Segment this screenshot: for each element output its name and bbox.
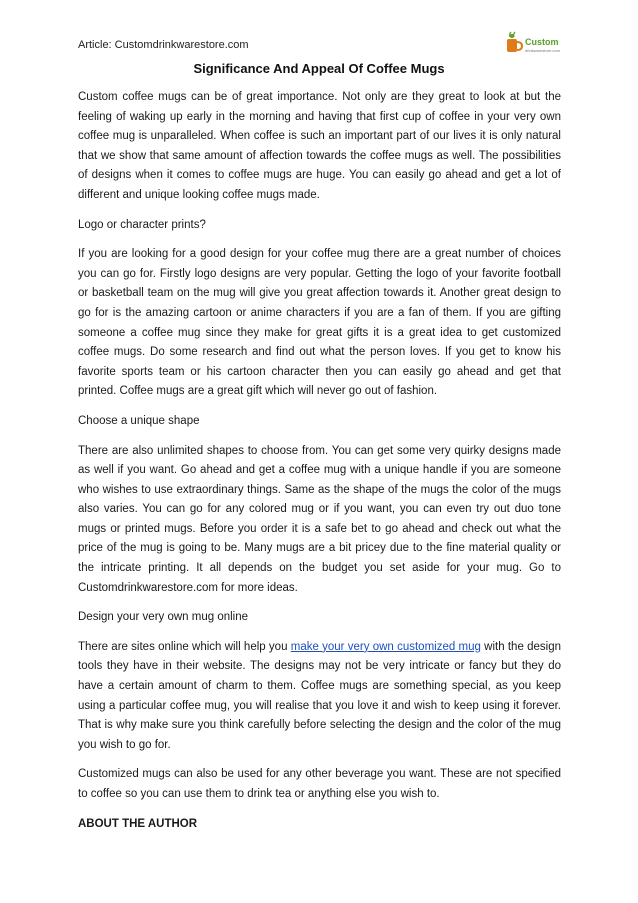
online-section-paragraph xyxy=(78,638,561,756)
mug-icon xyxy=(507,32,522,52)
logo-wordmark: Custom xyxy=(525,37,559,47)
page-title: Significance And Appeal Of Coffee Mugs xyxy=(193,61,445,76)
intro-paragraph: Custom coffee mugs can be of great importance. Not only are they great to look at but the feeling of waking up early in the morning and having that first cup of coffee in your very own coffee mug is unparalleled. When coffee is such an important part of our lives it is only natural that we show that same amount of affection towards the coffee mugs as well. The possibilities of designs when it comes to coffee mugs are huge. You can easily go ahead and get a lot of different and unique looking coffee mugs made. xyxy=(78,91,561,201)
shape-section-paragraph: There are also unlimited shapes to choose from. You can get some very quirky designs made as well if you want. Go ahead and get a coffee mug with a unique handle if you are someone who wishes to use extraordinary things. Same as the shape of the mugs the color of the mugs also varies. You can go for any colored mug or if you want, you can even try out duo tone mugs or printed mugs. Before you order it is a safe bet to go ahead and check out what the price of the mug is going to be. Many mugs are a bit pricey due to the fine material quality or the intricate printing. It all depends on the budget you set aside for your mug. Go to Customdrinkwarestore.com for more ideas. xyxy=(78,444,561,594)
shape-section-heading: Choose a unique shape xyxy=(78,414,200,427)
online-text-before: There are sites online which will help you xyxy=(78,640,291,653)
article-source-line: Article: Customdrinkwarestore.com xyxy=(78,39,249,51)
customized-mug-link[interactable]: make your very own customized mug xyxy=(290,640,481,653)
customdrinkwarestore-logo xyxy=(505,30,567,60)
online-section-heading: Design your very own mug online xyxy=(78,611,249,624)
logo-subtext: drinkwarestore.com xyxy=(525,48,560,53)
beverage-paragraph: Customized mugs can also be used for any other beverage you want. These are not specified to coffee so you can use them to drink tea or anything else you wish to. xyxy=(78,768,561,800)
logo-section-heading: Logo or character prints? xyxy=(78,218,206,231)
article-body xyxy=(78,88,561,844)
online-text-after: with the design tools they have in their website. The designs may not be very intricate or fancy but they do have a certain amount of charm to them. Coffee mugs are something special, as you keep using a particular coffee mug, you will realise that you love it and wish to keep using it forever. That is why make sure you think carefully before selecting the design and the color of the mug you wish to go for. xyxy=(78,640,561,751)
about-author-heading: ABOUT THE AUTHOR xyxy=(78,817,198,830)
logo-section-paragraph: If you are looking for a good design for your coffee mug there are a great number of choices you can go for. Firstly logo designs are very popular. Getting the logo of your favorite football or basketball team on the mug will give you great affection towards it. Another great design to go for is the amazing cartoon or anime characters if you are a fan of them. If you are gifting someone a coffee mug since they make for great gifts it is a great idea to get customized coffee mugs. Do some research and find out what the person loves. If you get to know his favorite sports team or his cartoon character then you can easily go ahead and get that printed. Coffee mugs are a great gift which will never go out of fashion. xyxy=(78,248,561,398)
